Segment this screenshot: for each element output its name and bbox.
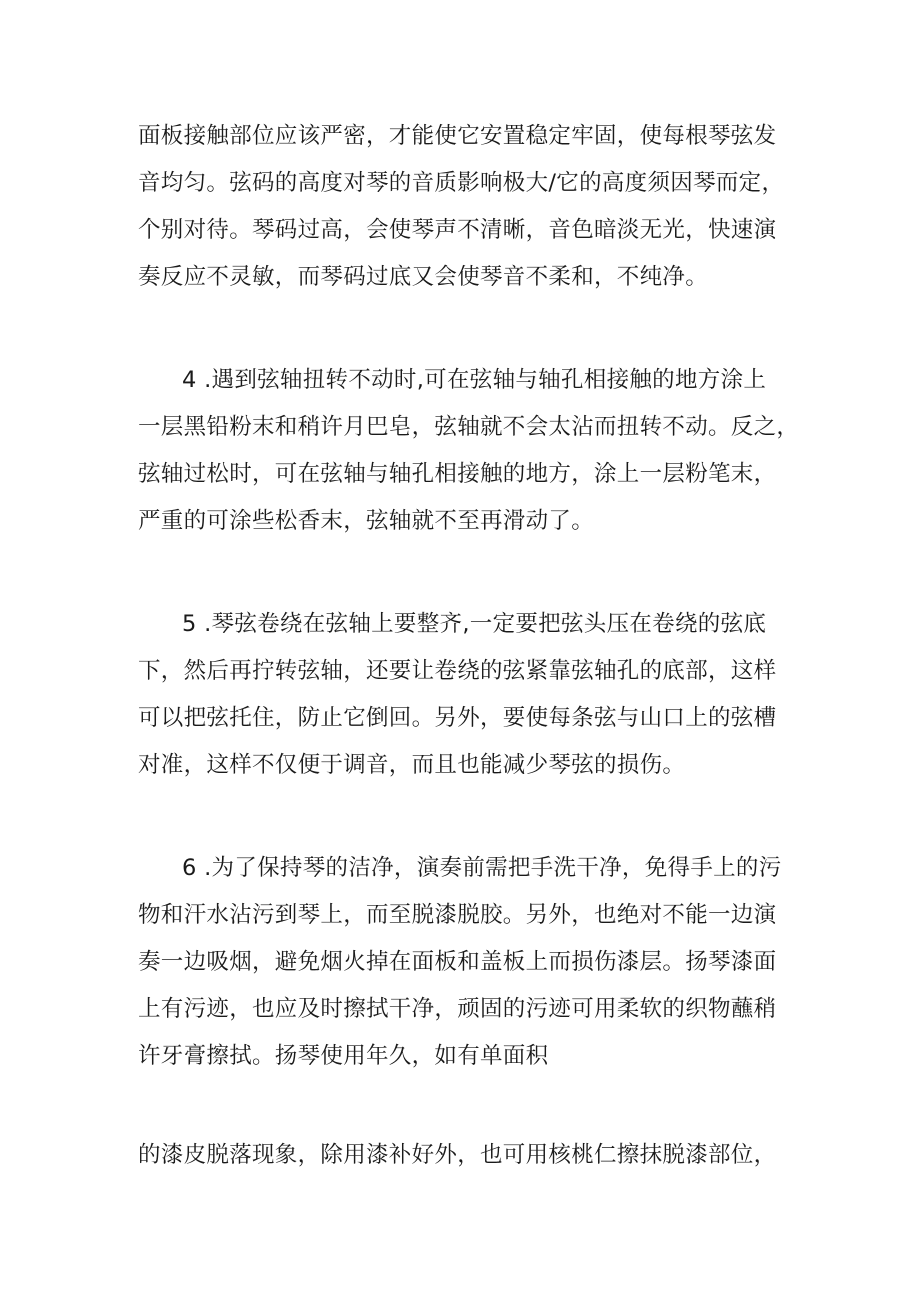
paragraph-5-line-4: 对准，这样不仅便于调音，而且也能减少琴弦的损伤。 (138, 752, 686, 778)
paragraph-4-line-4: 严重的可涂些松香末，弦轴就不至再滑动了。 (138, 508, 595, 534)
paragraph-4-line-3: 弦轴过松时，可在弦轴与轴孔相接触的地方，涂上一层粉笔末， (138, 461, 777, 487)
paragraph-5-line-3: 可以把弦托住，防止它倒回。另外，要使每条弦与山口上的弦槽 (138, 705, 777, 731)
paragraph-7-line-1: 的漆皮脱落现象，除用漆补好外，也可用核桃仁擦抹脱漆部位， (138, 1142, 777, 1168)
paragraph-1-line-1: 面板接触部位应该严密，才能使它安置稳定牢固，使每根琴弦发 (138, 123, 777, 149)
paragraph-6-line-1: 6 .为了保持琴的洁净，演奏前需把手洗干净，免得手上的污 (182, 855, 782, 881)
paragraph-6-line-2: 物和汗水沾污到琴上，而至脱漆脱胶。另外，也绝对不能一边演 (138, 902, 777, 928)
paragraph-4-line-1: 4 .遇到弦轴扭转不动时,可在弦轴与轴孔相接触的地方涂上 (182, 367, 767, 393)
paragraph-1-line-4: 奏反应不灵敏，而琴码过底又会使琴音不柔和，不纯净。 (138, 264, 709, 290)
paragraph-4-line-2: 一层黑铅粉末和稍许月巴皂，弦轴就不会太沾而扭转不动。反之， (138, 414, 800, 440)
paragraph-1-line-2: 音均匀。弦码的高度对琴的音质影响极大/它的高度须因琴而定， (138, 170, 785, 196)
paragraph-5-line-1: 5 .琴弦卷绕在弦轴上要整齐,一定要把弦头压在卷绕的弦底 (182, 611, 767, 637)
paragraph-6-line-5: 许牙膏擦拭。扬琴使用年久，如有单面积 (138, 1043, 549, 1069)
paragraph-6-line-3: 奏一边吸烟，避免烟火掉在面板和盖板上而损伤漆层。扬琴漆面 (138, 949, 777, 975)
paragraph-6-line-4: 上有污迹，也应及时擦拭干净，顽固的污迹可用柔软的织物蘸稍 (138, 996, 777, 1022)
paragraph-1-line-3: 个别对待。琴码过高，会使琴声不清晰，音色暗淡无光，快速演 (138, 217, 777, 243)
paragraph-5-line-2: 下，然后再拧转弦轴，还要让卷绕的弦紧靠弦轴孔的底部，这样 (138, 658, 777, 684)
